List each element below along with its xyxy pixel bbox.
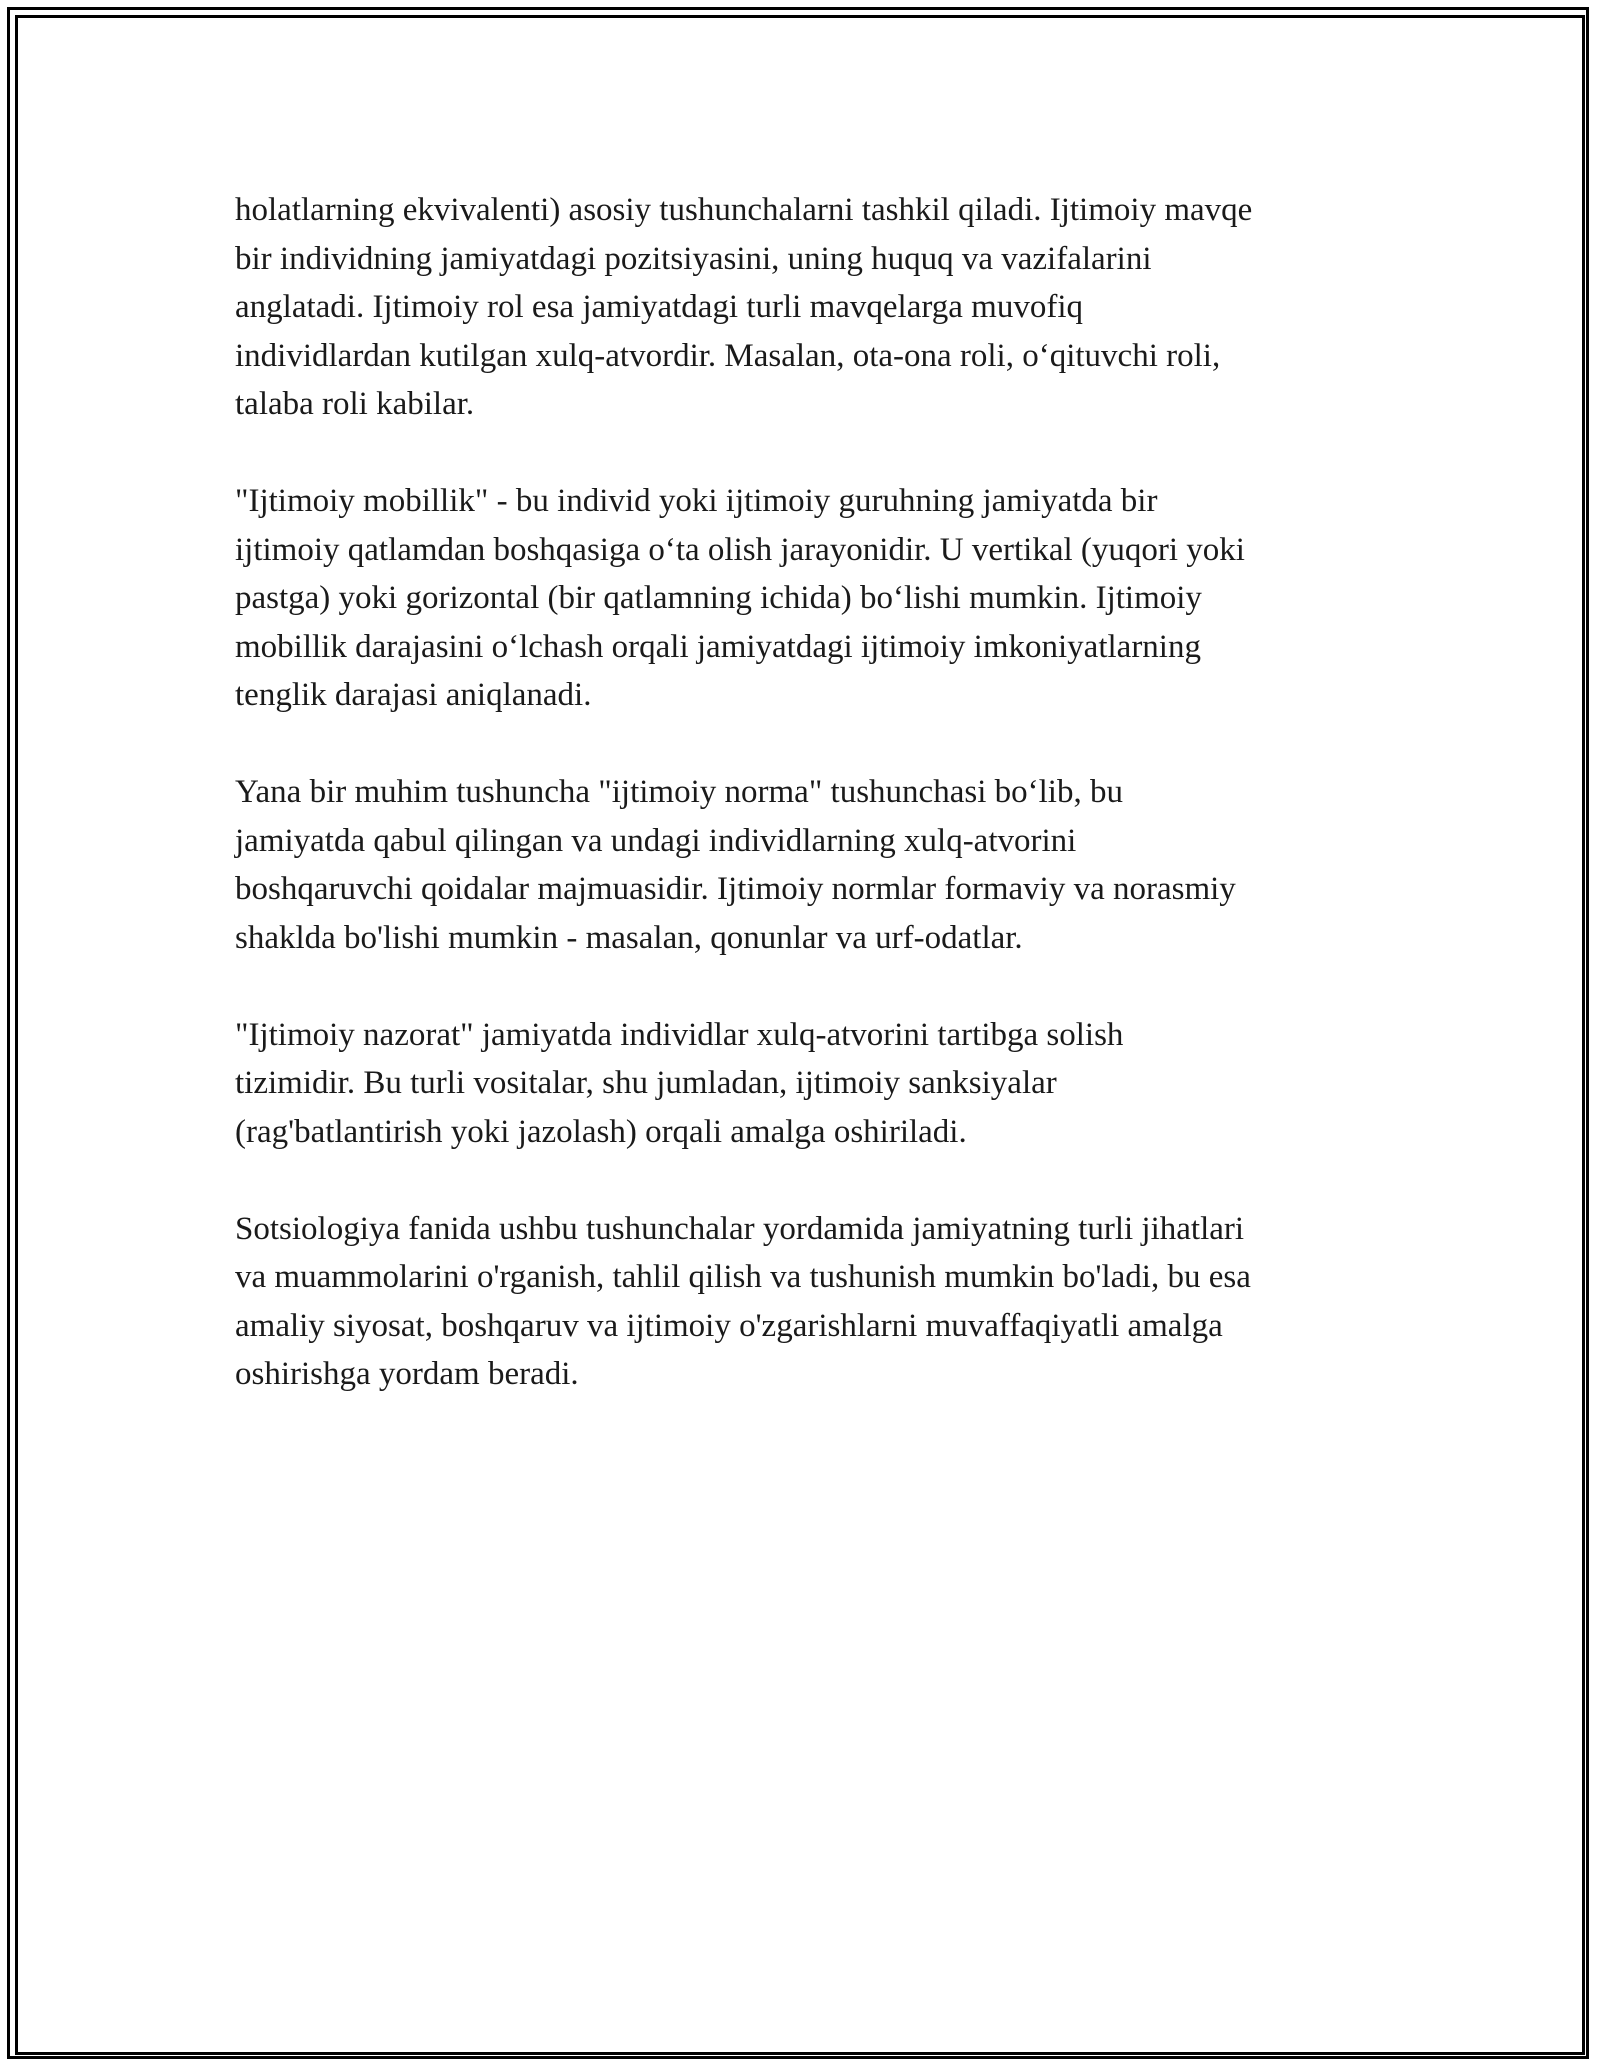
text-line: ijtimoiy qatlamdan boshqasiga o‘ta olish jarayonidir. U vertikal (yuqori yoki — [235, 531, 1245, 568]
text-line: bir individning jamiyatdagi pozitsiyasini, uning huquq va vazifalarini — [235, 240, 1152, 277]
text-line: tenglik darajasi aniqlanadi. — [235, 677, 592, 713]
text-line: talaba roli kabilar. — [235, 386, 475, 422]
paragraph-social-norm — [235, 768, 1385, 962]
text-line: pastga) yoki gorizontal (bir qatlamning ichida) bo‘lishi mumkin. Ijtimoiy — [235, 580, 1202, 616]
paragraph-social-mobility — [235, 477, 1385, 720]
text-line: "Ijtimoiy nazorat" jamiyatda individlar xulq-atvorini tartibga solish — [235, 1016, 1124, 1053]
text-line: shaklda bo'lishi mumkin - masalan, qonunlar va urf-odatlar. — [235, 919, 1023, 956]
paragraph-sociology-conclusion — [235, 1205, 1385, 1399]
text-line: (rag'batlantirish yoki jazolash) orqali amalga oshiriladi. — [235, 1113, 967, 1150]
text-line: Yana bir muhim tushuncha "ijtimoiy norma" tushunchasi bo‘lib, bu — [235, 774, 1123, 810]
text-line: oshirishga yordam beradi. — [235, 1356, 579, 1392]
text-line: holatlarning ekvivalenti) asosiy tushunchalarni tashkil qiladi. Ijtimoiy mavqe — [235, 192, 1253, 228]
page-body — [235, 186, 1385, 1447]
paragraph-social-status-roles — [235, 186, 1385, 429]
text-line: "Ijtimoiy mobillik" - bu individ yoki ijtimoiy guruhning jamiyatda bir — [235, 483, 1158, 519]
text-line: individlardan kutilgan xulq-atvordir. Masalan, ota-ona roli, o‘qituvchi roli, — [235, 337, 1221, 374]
text-line: boshqaruvchi qoidalar majmuasidir. Ijtimoiy normlar formaviy va norasmiy — [235, 871, 1236, 907]
text-line: tizimidir. Bu turli vositalar, shu jumladan, ijtimoiy sanksiyalar — [235, 1065, 1057, 1101]
paragraph-social-control — [235, 1011, 1385, 1157]
text-line: va muammolarini o'rganish, tahlil qilish va tushunish mumkin bo'ladi, bu esa — [235, 1259, 1251, 1295]
text-line: amaliy siyosat, boshqaruv va ijtimoiy o'zgarishlarni muvaffaqiyatli amalga — [235, 1307, 1223, 1344]
text-line: anglatadi. Ijtimoiy rol esa jamiyatdagi turli mavqelarga muvofiq — [235, 289, 1083, 325]
text-line: jamiyatda qabul qilingan va undagi individlarning xulq-atvorini — [235, 822, 1077, 859]
text-line: Sotsiologiya fanida ushbu tushunchalar yordamida jamiyatning turli jihatlari — [235, 1210, 1245, 1247]
text-line: mobillik darajasini o‘lchash orqali jamiyatdagi ijtimoiy imkoniyatlarning — [235, 628, 1201, 665]
